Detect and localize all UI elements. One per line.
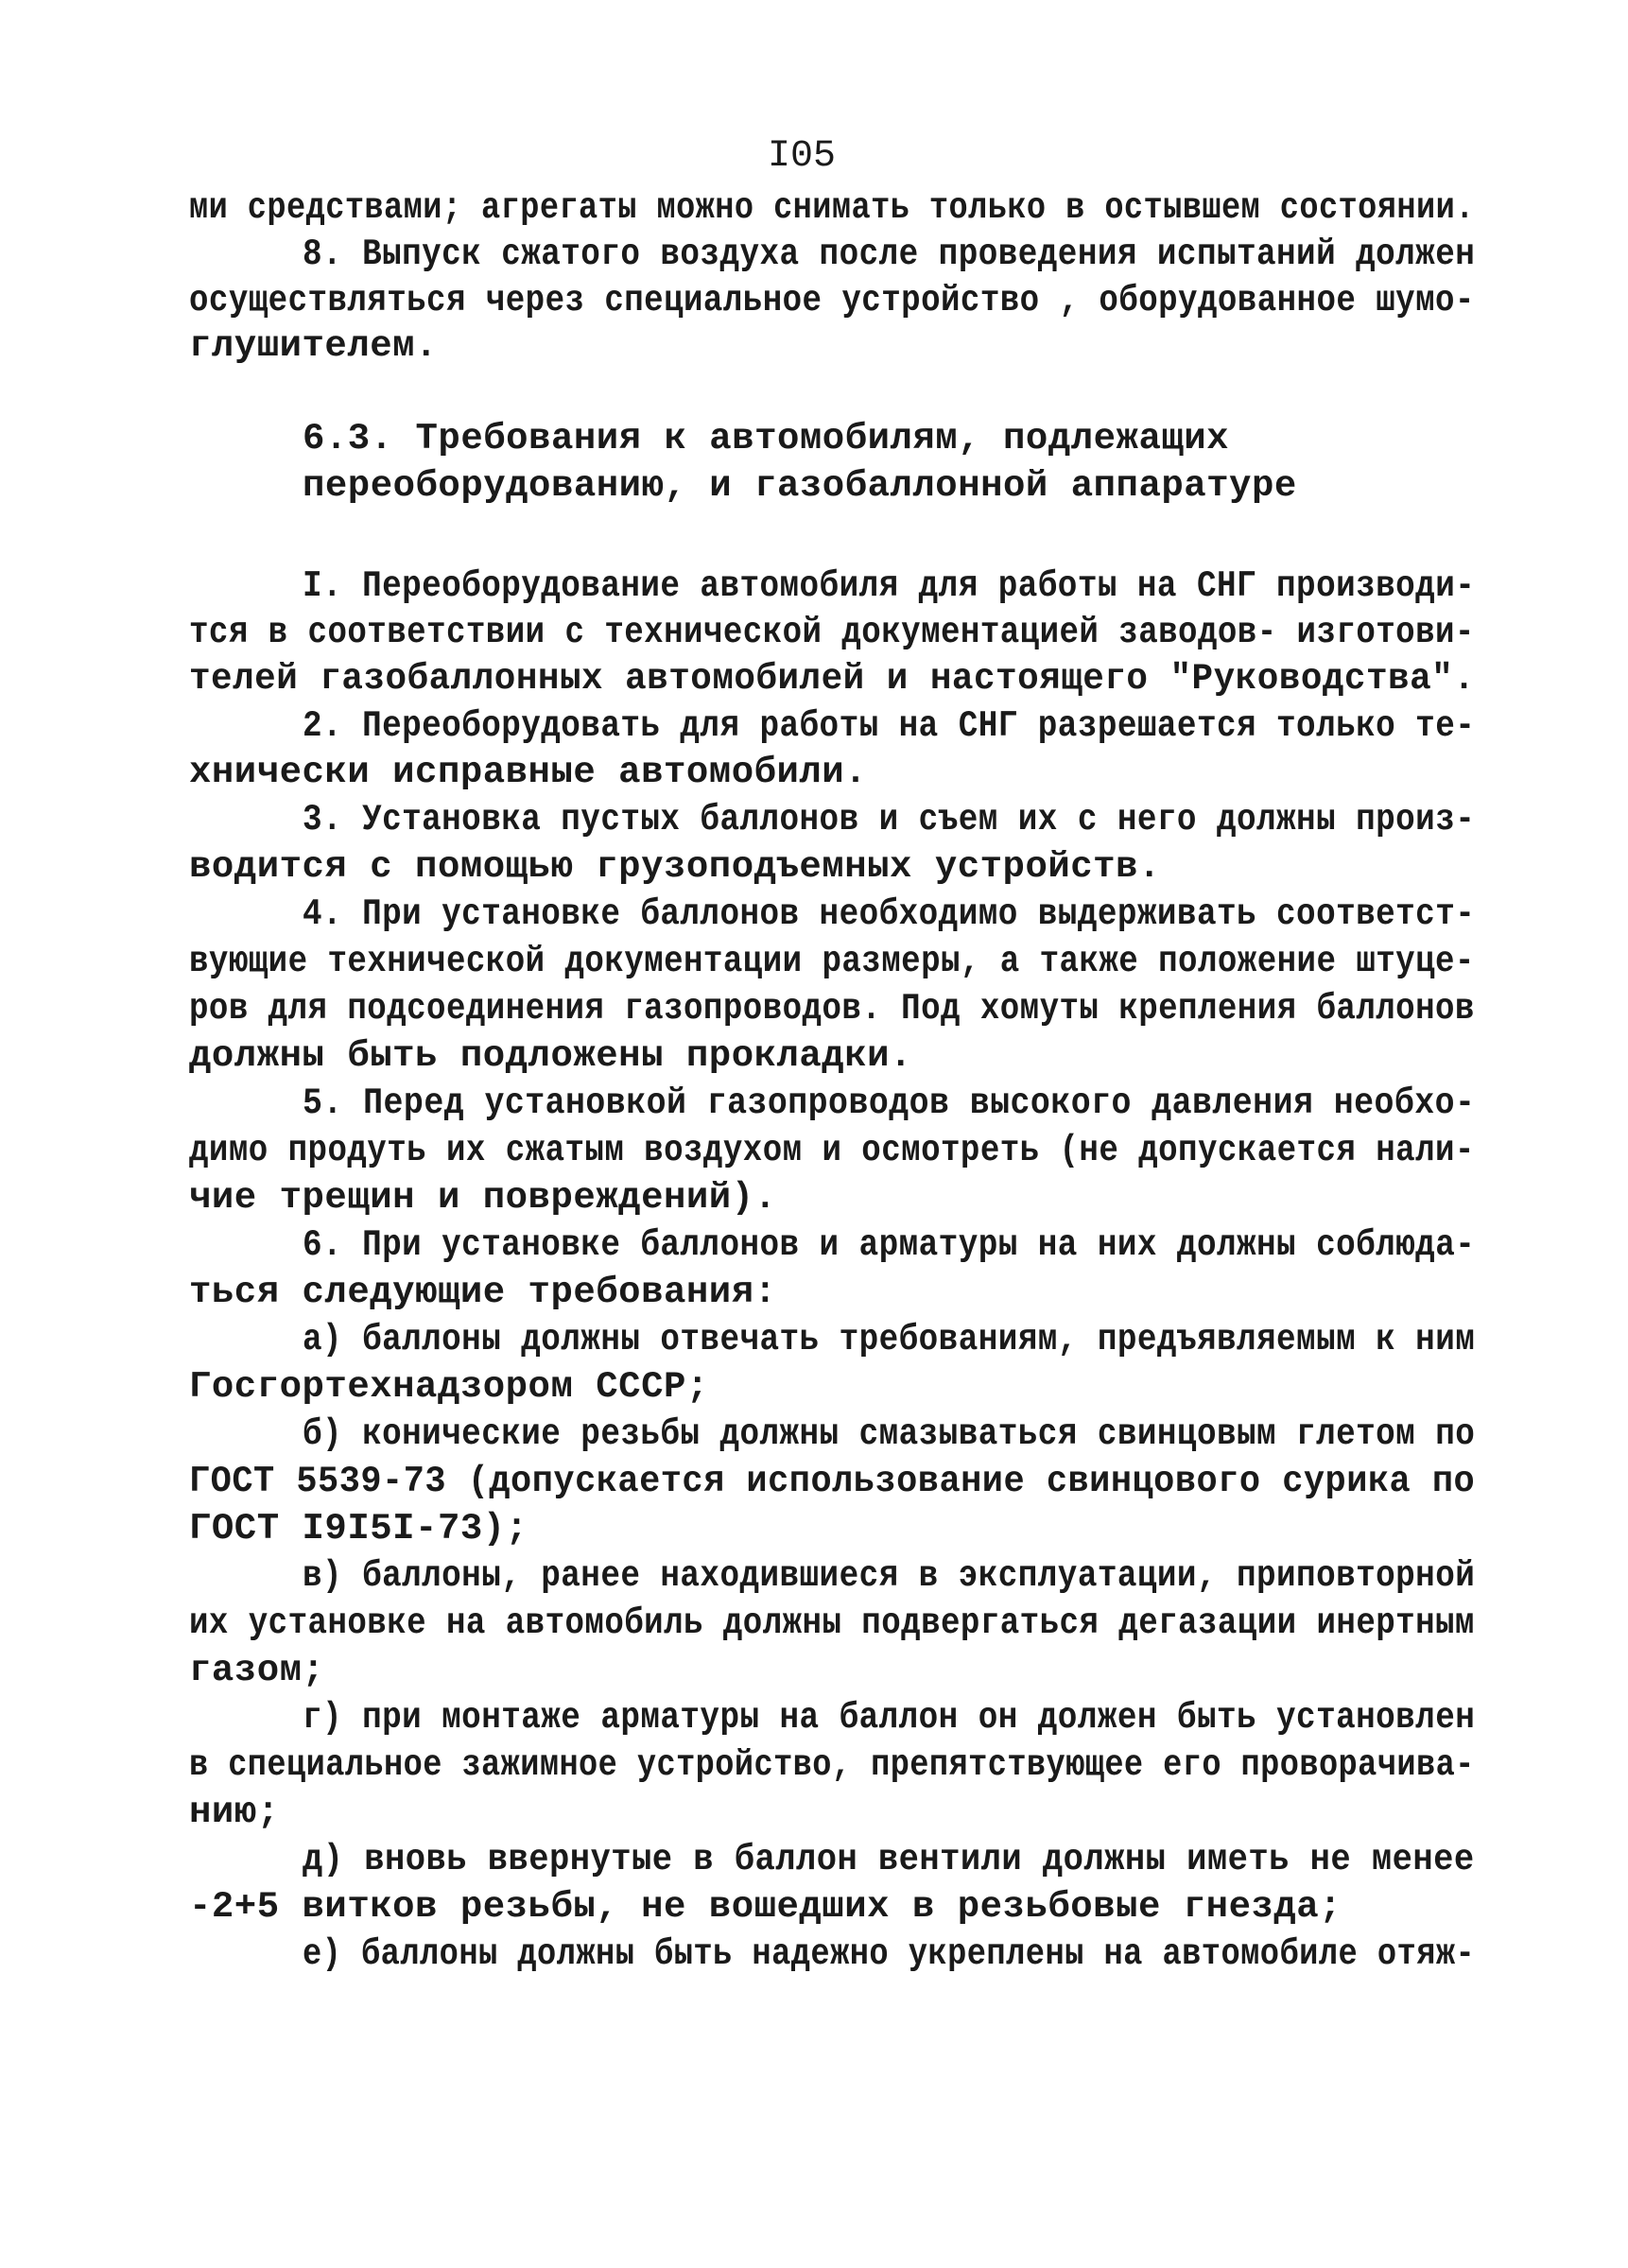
text-line: в специальное зажимное устройство, препятствующее его проворачива- bbox=[189, 1744, 1475, 1786]
text-line: нию; bbox=[189, 1792, 280, 1833]
page-number: I05 bbox=[768, 135, 837, 178]
text-line: их установке на автомобиль должны подвергаться дегазации инертным bbox=[189, 1602, 1475, 1644]
text-line: глушителем. bbox=[189, 325, 438, 367]
text-line: хнически исправные автомобили. bbox=[189, 752, 868, 793]
text-line: вующие технической документации размеры, а также положение штуце- bbox=[189, 941, 1475, 982]
text-line: д) вновь ввернутые в баллон вентили должны иметь не менее bbox=[303, 1839, 1475, 1880]
text-line: 6. При установке баллонов и арматуры на них должны соблюда- bbox=[303, 1224, 1476, 1266]
text-line: осуществляться через специальное устройство , оборудованное шумо- bbox=[189, 280, 1475, 321]
text-line: ми средствами; агрегаты можно снимать только в остывшем состоянии. bbox=[189, 187, 1475, 229]
text-line: -2+5 витков резьбы, не вошедших в резьбовые гнезда; bbox=[189, 1886, 1342, 1928]
text-line: 5. Перед установкой газопроводов высокого давления необхо- bbox=[303, 1082, 1476, 1124]
text-line: ться следующие требования: bbox=[189, 1272, 777, 1313]
text-line: телей газобаллонных автомобилей и настоящего "Руководства". bbox=[189, 658, 1476, 700]
text-line: ГОСТ I9I5I-73); bbox=[189, 1508, 528, 1550]
text-line: Госгортехнадзором СССР; bbox=[189, 1366, 709, 1408]
text-line: тся в соответствии с технической документацией заводов- изготови- bbox=[189, 612, 1475, 653]
text-line: ГОСТ 5539-73 (допускается использование свинцового сурика по bbox=[189, 1461, 1476, 1502]
text-line: ров для подсоединения газопроводов. Под хомуты крепления баллонов bbox=[189, 988, 1475, 1030]
text-line: б) конические резьбы должны смазываться свинцовым глетом по bbox=[303, 1413, 1476, 1455]
text-line: 2. Переоборудовать для работы на СНГ разрешается только те- bbox=[303, 705, 1476, 747]
text-line: I. Переоборудование автомобиля для работы на СНГ производи- bbox=[303, 565, 1476, 607]
text-line: димо продуть их сжатым воздухом и осмотреть (не допускается нали- bbox=[189, 1130, 1475, 1171]
text-line: е) баллоны должны быть надежно укреплены на автомобиле отяж- bbox=[303, 1933, 1476, 1975]
text-line: в) баллоны, ранее находившиеся в эксплуатации, приповторной bbox=[303, 1555, 1476, 1597]
section-heading: переоборудованию, и газобаллонной аппаратуре bbox=[303, 465, 1297, 507]
text-line: 4. При установке баллонов необходимо выдерживать соответст- bbox=[303, 893, 1476, 935]
text-line: 8. Выпуск сжатого воздуха после проведения испытаний должен bbox=[303, 234, 1476, 275]
text-line: а) баллоны должны отвечать требованиям, предъявляемым к ним bbox=[303, 1319, 1476, 1360]
text-line: г) при монтаже арматуры на баллон он должен быть установлен bbox=[303, 1697, 1476, 1739]
section-heading: 6.3. Требования к автомобилям, подлежащих bbox=[303, 418, 1230, 459]
text-line: водится с помощью грузоподъемных устройств. bbox=[189, 846, 1161, 888]
text-line: чие трещин и повреждений). bbox=[189, 1177, 777, 1219]
text-line: должны быть подложены прокладки. bbox=[189, 1035, 912, 1077]
text-line: 3. Установка пустых баллонов и съем их с него должны произ- bbox=[303, 799, 1476, 840]
text-line: газом; bbox=[189, 1650, 325, 1691]
